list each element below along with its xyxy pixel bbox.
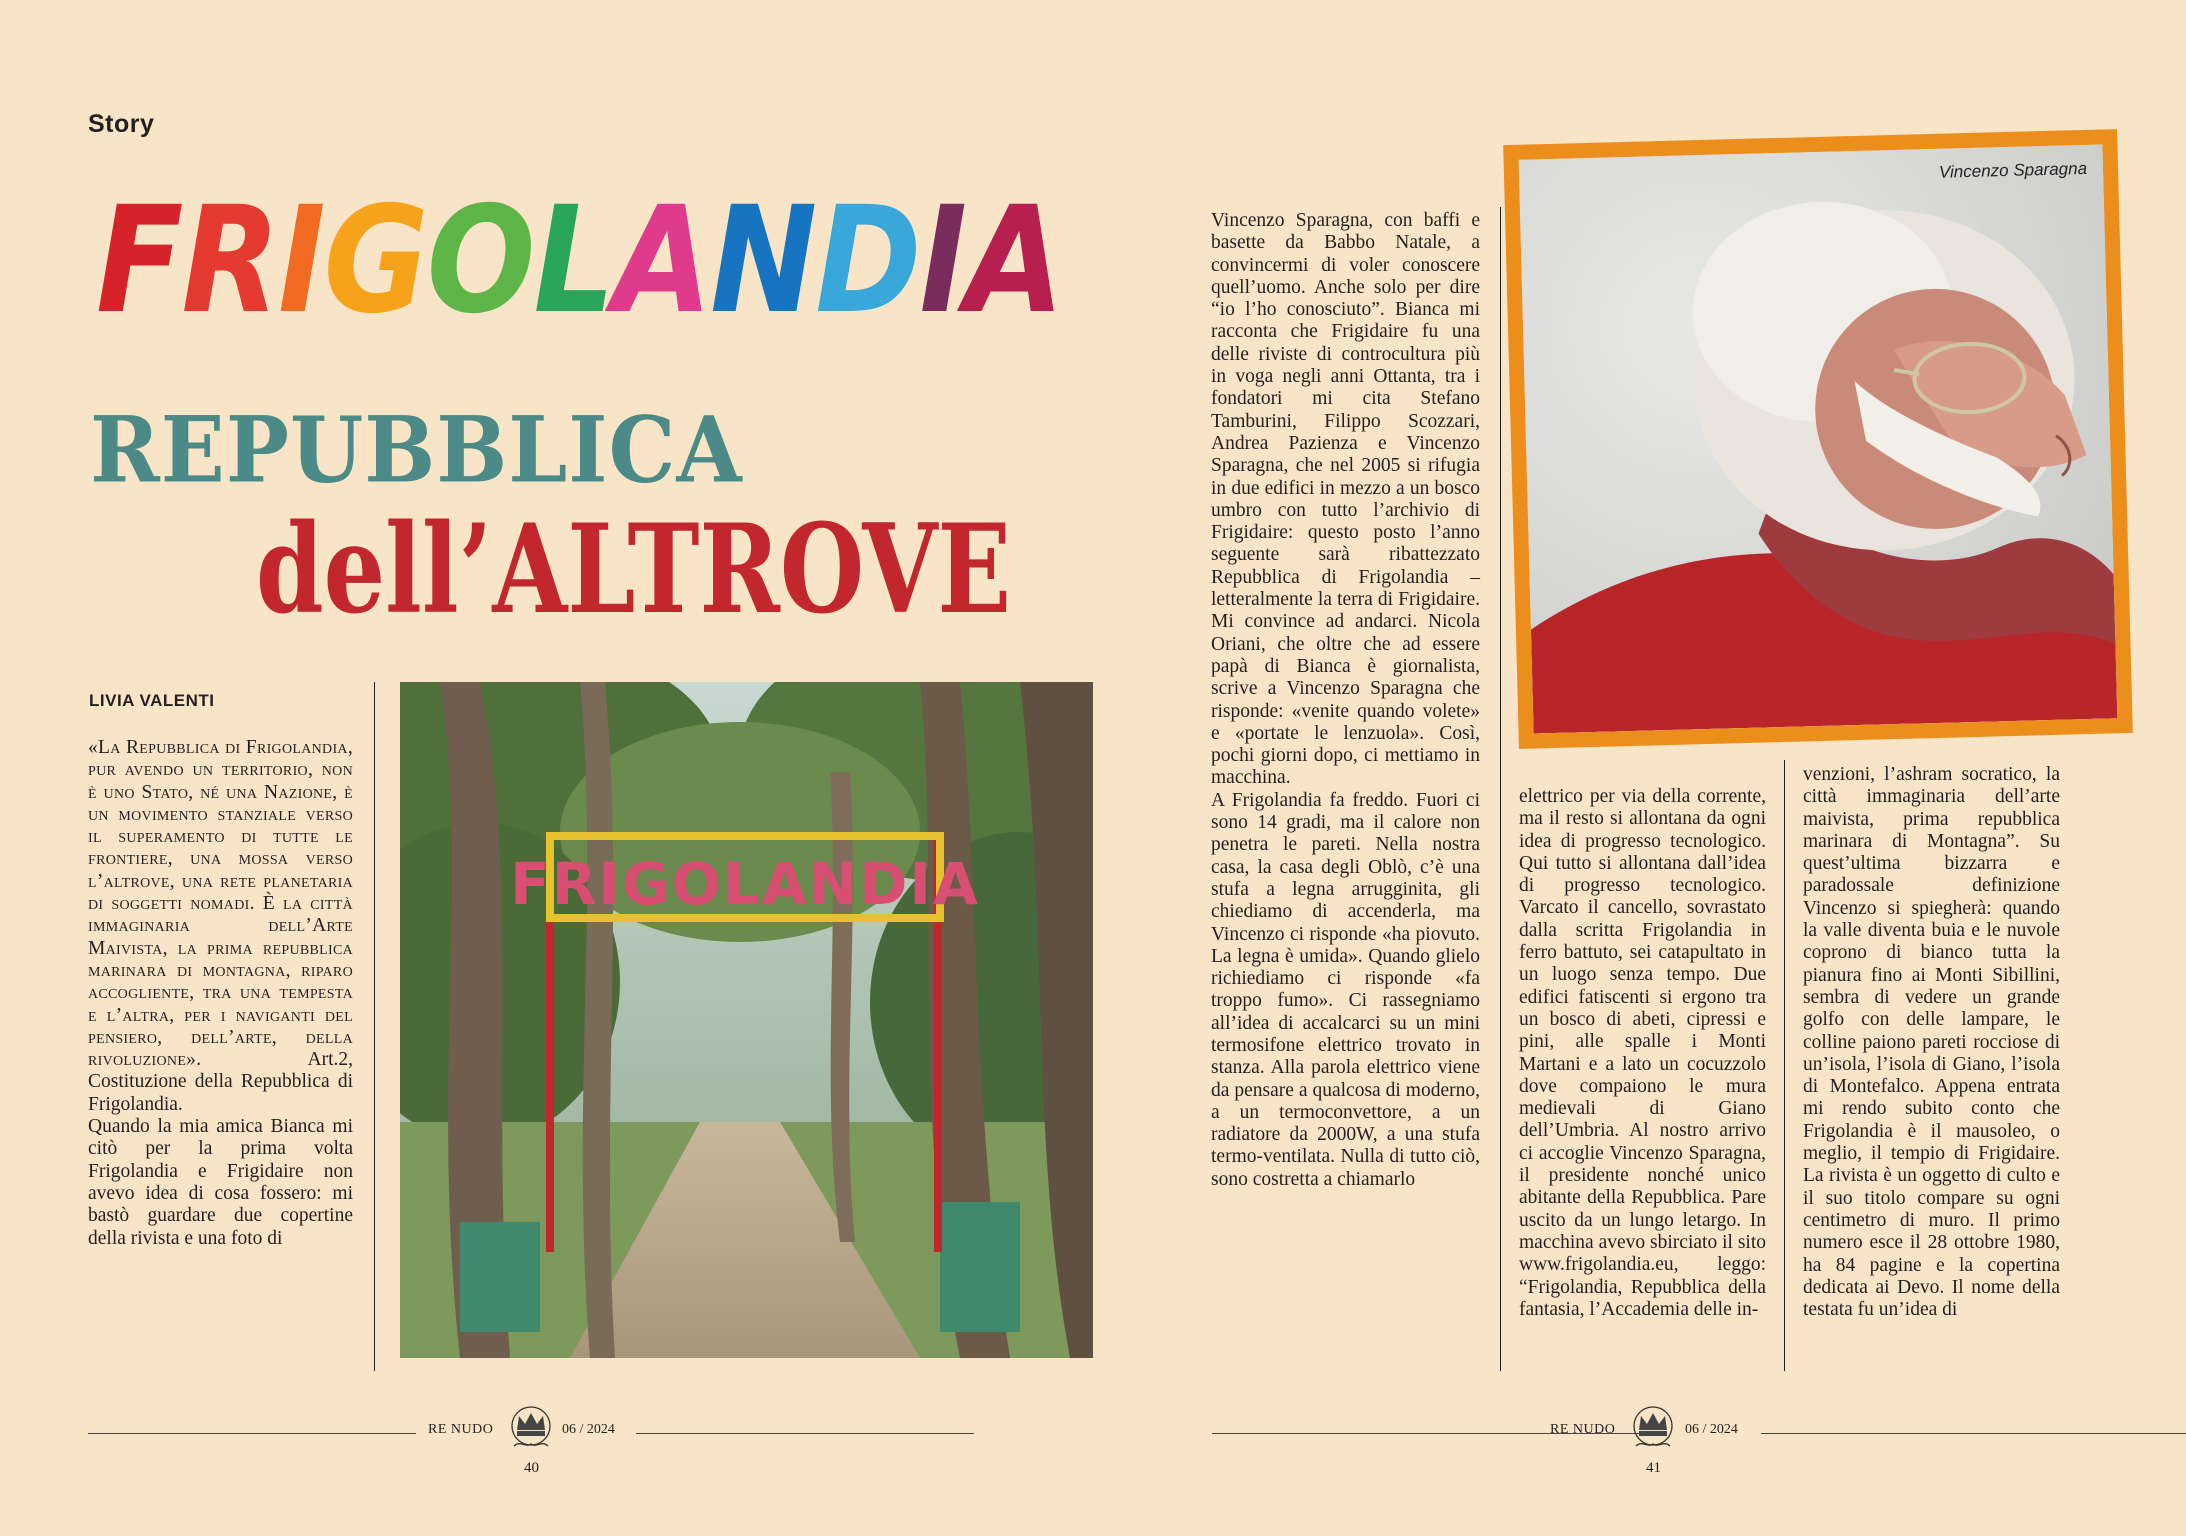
crown-logo-icon: [1630, 1404, 1676, 1456]
crown-logo-icon: [508, 1404, 554, 1456]
portrait-illustration: [1519, 144, 2118, 733]
headline-letter: R: [181, 175, 278, 347]
headline-letter: I: [278, 175, 324, 347]
headline-letter: I: [919, 175, 966, 347]
gate-illustration: [400, 682, 1093, 1358]
headline-frigolandia: [96, 175, 1063, 347]
column-2: [1211, 210, 1480, 1191]
gate-photo: [400, 682, 1093, 1358]
headline-letter: G: [323, 175, 427, 347]
footer-rule-right-2: [1761, 1433, 2186, 1434]
headline-letter: O: [426, 175, 534, 347]
intro-citation: Art.2, Costituzione della Repubblica di Frigolandia.: [88, 1049, 353, 1115]
headline-letter: L: [533, 175, 614, 347]
author-byline: LIVIA VALENTI: [89, 691, 215, 710]
column-2-top-text: Vincenzo Sparagna, con baffi e basette da Babbo Natale, a convincermi di voler conoscere quell’uomo. Anche solo per dire “io l’ho conosciuto”. Bianca mi racconta che Frigidaire fu una delle riviste di controcultura più in voga negli anni Ottanta, tra i fondatori mi cita Stefano Tamburini, Filippo Scozzari, Andrea Pazienza e Vincenzo Sparagna, che nel 2005 si rifugia in due edifici in mezzo a un bosco umbro con tutto l’archivio di Frigidaire: questo posto l’anno seguente sarà ribattezzato Repubblica di Frigolandia – letteralmente la terra di Frigidaire. Mi convince ad andarci. Nicola Oriani, che oltre che ad essere papà di Bianca è giornalista, scrive a Vincenzo Sparagna che risponde: «venite quando volete» e «portate le lenzuola». Così, pochi giorni dopo, ci mettiamo in macchina.: [1211, 210, 1480, 789]
footer-rule-left-1: [88, 1433, 416, 1434]
headline-repubblica: REPUBBLICA: [90, 396, 743, 504]
footer-rule-left-2: [636, 1433, 974, 1434]
column-3-text: elettrico per via della corrente, ma il resto si allontana da ogni idea di progresso tecnologico. Qui tutto si allontana dall’idea di progresso tecnologico. Varcato il cancello, sovrastato dalla scritta Frigolandia in ferro battuto, sei catapultato in un luogo senza tempo. Due edifici fatiscenti si ergono tra un bosco di abeti, cipressi e pini, alle spalle i Monti Martani e a lato un cocuzzolo dove compaiono le mura medievali di Giano dell’Umbria. Al nostro arrivo ci accoglie Vincenzo Sparagna, il presidente nonché unico abitante della Repubblica. Pare uscito da un lungo letargo. In macchina avevo sbirciato il sito www.frigolandia.eu, leggo: “Frigolandia, Repubblica della fantasia, l’Accademia delle in-: [1519, 786, 1766, 1320]
portrait-photo: [1519, 144, 2118, 733]
footer-magazine: RE NUDO: [1550, 1422, 1616, 1437]
column-4: [1803, 764, 2060, 1321]
headline-altrove: dell’ALTROVE: [256, 496, 1012, 642]
footer-issue: 06 / 2024: [1685, 1422, 1738, 1437]
headline-letter: D: [815, 175, 920, 347]
footer-issue: 06 / 2024: [562, 1422, 615, 1437]
footer-magazine: RE NUDO: [428, 1422, 494, 1437]
section-label: Story: [88, 110, 155, 138]
headline-letter: N: [710, 175, 816, 347]
column-3: [1519, 786, 1766, 1321]
column-1-text: Quando la mia amica Bianca mi citò per la prima volta Frigolandia e Frigidaire non avevo idea di cosa fossero: mi bastò guardare due copertine della rivista e una foto di: [88, 1116, 353, 1249]
gate-sign-text: FRIGOLANDIA: [510, 850, 980, 918]
headline-letter: A: [613, 175, 711, 347]
page-number-right: 41: [1646, 1460, 1661, 1476]
headline-letter: F: [96, 175, 182, 347]
photo-caption: Vincenzo Sparagna: [1938, 158, 2088, 182]
column-divider: [374, 682, 375, 1371]
right-page: [1093, 0, 2186, 1536]
column-divider: [1784, 760, 1785, 1371]
intro-quote: «La Repubblica di Frigolandia, pur avendo un territorio, non è uno Stato, né una Nazione, è un movimento stanziale verso il superamento di tutte le frontiere, una mossa verso l’altrove, una rete planetaria di soggetti nomadi. È la città immaginaria dell’Arte Maivista, la prima repubblica marinara di montagna, riparo accogliente, tra una tempesta e l’altra, per i naviganti del pensiero, dell’arte, della rivoluzione».: [88, 737, 353, 1071]
intro-column: [88, 737, 353, 1250]
column-divider: [1500, 207, 1501, 1371]
headline-letter: A: [965, 175, 1063, 347]
column-2-bottom-text: A Frigolandia fa freddo. Fuori ci sono 14 gradi, ma il calore non penetra le pareti. Nella nostra casa, la casa degli Oblò, c’è una stufa a legna arrugginita, gli chiediamo di accenderla, ma Vincenzo ci risponde «ha piovuto. La legna è umida». Quando glielo richiediamo ci risponde «fa troppo fumo». Ci rassegniamo all’idea di accalcarci su un mini termosifone elettrico trovato in stanza. Alla parola elettrico viene da pensare a qualcosa di moderno, a un termoconvettore, a un radiatore da 2000W, a una stufa termo-ventilata. Nulla di tutto ciò, sono costretta a chiamarlo: [1211, 789, 1480, 1190]
portrait-photo-frame: [1503, 129, 2133, 749]
page-number-left: 40: [524, 1460, 539, 1476]
column-4-text: venzioni, l’ashram socratico, la città immaginaria dell’arte maivista, prima repubblica marinara di Montagna”. Su quest’ultima bizzarra e paradossale definizione Vincenzo si spiegherà: quando la valle diventa buia e le nuvole coprono di bianco tutta la pianura fino ai Monti Sibillini, sembra di vedere un grande golfo con delle lampare, le colline paiono pareti rocciose di un’isola, l’isola di Giano, l’isola di Montefalco. Appena entrata mi rendo subito conto che Frigolandia è il mausoleo, o meglio, il tempio di Frigidaire. La rivista è un oggetto di culto e il suo titolo compare su ogni centimetro di muro. Il primo numero esce il 28 ottobre 1980, ha 84 pagine e la copertina dedicata ai Devo. Il nome della testata fu un’idea di: [1803, 764, 2060, 1321]
